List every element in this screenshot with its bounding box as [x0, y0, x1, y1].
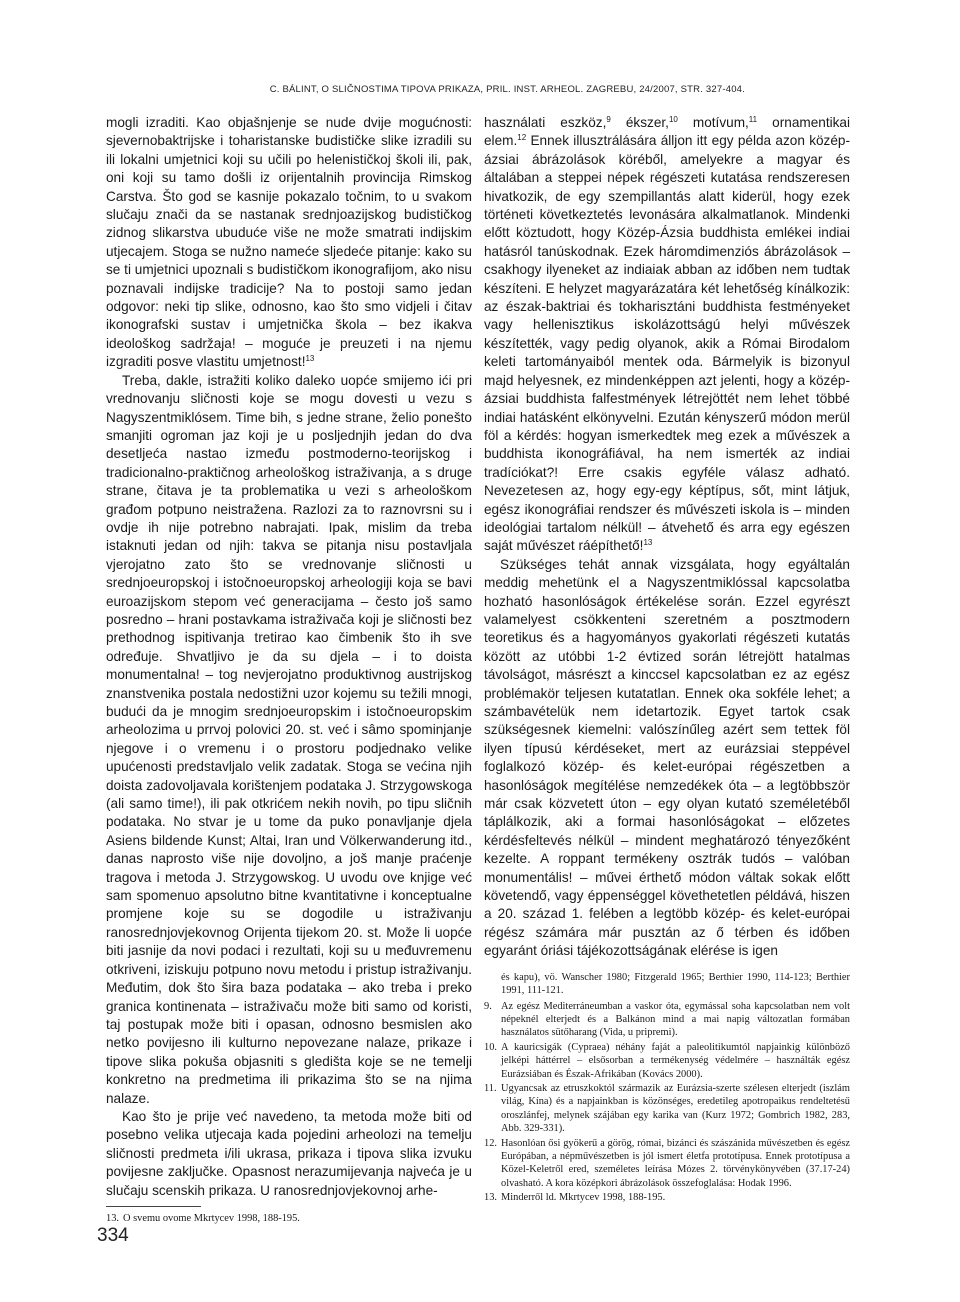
footnote-text: Hasonlóan ősi gyökerű a görög, római, bizánci és szászánida művészetben és egész Európában, a népművészetben is jól ismert életfa prototípusa. Ennek prototípusa a Közel-Keletről ered, személetes leírása Mózes 2. törvénykönyvében (37.17-24) olvasható. A kora középkori ábrázolások összefoglalása: Hodak 1996.: [501, 1137, 850, 1189]
left-footnotes: [106, 1212, 472, 1225]
text-segment: használati eszköz,: [484, 115, 607, 130]
left-paragraph-1-text: mogli izraditi. Kao objašnjenje se nude dvije mogućnosti: sjevernobaktrijske i toharistanske budističke slike izradili su ili lokalni umjetnici koji su učili po helenističkoj školi ili, pak, oni koji su tamo došli iz orijentalnih provincija Rimskog Carstva. Što god se kasnije pokazalo točnim, to u svakom slučaju znači da se nastanak srednjoazijskog budističkog zidnog slikarstva ubuduće više ne može smatrati indijskim utjecajem. Stoga se nužno nameće sljedeće pitanje: kako su se ti umjetnici upoznali s budističkom ikonografijom, ako nisu poznavali indijske tradicije? Na to postoji samo jedan odgovor: neki tip slike, odnosno, kao što smo vidjeli i čitav ikonografski sustav i umjetnička škola – bez ikakva ideološkog sadržaja! – moguće je preuzeti i na njemu izgraditi posve vlastitu umjetnost!: [106, 115, 472, 370]
footnote-text: Minderről ld. Mkrtycev 1998, 188-195.: [501, 1192, 666, 1204]
footnote: [484, 1137, 850, 1191]
right-paragraph-2: Szükséges tehát annak vizsgálata, hogy egyáltalán meddig mehetünk el a Nagyszentmiklóssal kapcsolatba hozható hasonlóságok értékelése során. Ezzel egyrészt valamelyest csökkenteni szeretném a posztmodern teoretikus és a hagyományos gyakorlati régészeti kutatás között az utóbbi 1-2 évtized során létrejött hatalmas távolságot, másrészt a kinccsel kapcsolatban ez az egész problémakör teljesen kutatatlan. Ennek oka sokféle lehet; a számbavételük nem idetartozik. Egyet tartok csak szükségesnek kiemelni: valószínűleg azért sem tettek föl ilyen típusú kérdéseket, mert az eurázsiai steppével foglalkozó közép- és kelet-európai régészetben a hasonlóságok megítélése nemzedékek óta – a legtöbbször már csak közvetett úton – egy olyan kutató személetéből táplálkozik, aki a formai hasonlóságokat – előzetes kérdésfeltevés nélkül – mindent meghatározó tényezőként kezelte. A roppant termékeny osztrák tudós – valóban monumentális! – művei érthető módon váltak sokak előtt követendő, vagy éppenséggel követhetetlen példává, hiszen a 20. század 1. felében a legtöbb közép- és kelet-európai régész számára már pusztán az ő térben és időben egyaránt óriási tájékozottságának elérése is igen: [484, 556, 850, 959]
footnote: [484, 1041, 850, 1081]
footnote-number: 12.: [484, 1137, 497, 1149]
text-segment: motívum,: [677, 115, 749, 130]
footnote-ref: 11: [748, 115, 758, 124]
footnote-ref: 10: [668, 115, 678, 124]
footnote-text: A kauricsigák (Cypraea) néhány faját a paleolitikumtól napjainkig különböző jelképi háttérrel – elsősorban a termékenység védelmére – használták egész Eurázsiában és Észak-Afrikában (Kovács 2000).: [501, 1041, 850, 1080]
left-column: [106, 114, 472, 1226]
footnote-text: Ugyancsak az etruszkoktól származik az Eurázsia-szerte szélesen elterjedt (iszlám világ, Kína) és a napjainkban is közönséges, eredetileg apotropaikus rendeltetésű oroszlánfej, melynek szájában egy karika van (Kurz 1972; Gombrich 1982, 283, Abb. 329-331).: [501, 1082, 850, 1135]
right-column: [484, 114, 850, 1206]
footnote-continuation: és kapu), vö. Wanscher 1980; Fitzgerald 1965; Berthier 1990, 114-123; Berthier 1991, 111-121.: [501, 971, 850, 997]
footnote-number: 10.: [484, 1041, 497, 1053]
right-footnotes: [484, 971, 850, 1205]
footnote-ref: 13: [643, 538, 653, 548]
footnote: [484, 1000, 850, 1040]
right-paragraph-1: [484, 114, 850, 556]
running-head: C. BÁLINT, O SLIČNOSTIMA TIPOVA PRIKAZA, PRIL. INST. ARHEOL. ZAGREBU, 24/2007, STR. 327-404.: [269, 84, 745, 95]
footnote-number: 13.: [484, 1192, 497, 1204]
footnote-number: 9.: [484, 1000, 492, 1012]
footnote: [106, 1212, 472, 1225]
footnote: [484, 1191, 850, 1204]
left-paragraph-3: Kao što je prije već navedeno, ta metoda može biti od posebno velika utjecaja kada pojedini arheolozi na temelju sličnosti predmeta i/ili ukrasa, prikaza i tipova slika izvuku povijesne zaključke. Opasnost nerazumijevanja najveća je u slučaju scenskih prikaza. U ranosrednjovjekovnoj arhe-: [106, 1108, 472, 1198]
text-segment: ornamentikai elem.: [484, 115, 850, 149]
left-paragraph-2: Treba, dakle, istražiti koliko daleko uopće smijemo ići pri vrednovanju sličnosti koje se mogu dovesti u vezu s Nagyszentmiklósem. Time bih, s jedne strane, želio ponešto smanjiti ogroman jaz koji je u posljednjih jedan do dva desetljeća nastao između postmoderno-teorijskog i tradicionalno-praktičnog arheološkog istraživanja, a s druge strane, čitava je ta problematika u vezi s arheološkom građom potpuno neistražena. Razlozi za to raznovrsni su i ovdje ih nije potrebno nabrajati. Ipak, mislim da treba istaknuti jedan od njih: takva se pitanja nisu postavljala vjerojatno zato što se vrednovanje sličnosti u srednjoeuropskoj i istočnoeuropskoj arheologiji koja se bavi euroazijskom stepom već generacijama – često još samo posredno – hrani postavkama istraživača koji je sličnosti bez prethodnog ispitivanja tretirao kao čimbenik što ih sve određuje. Shvatljivo je da su djela – i to doista monumentalna! – tog nevjerojatno produktivnog austrijskog znanstvenika postala nedostižni uzor kojemu su težili mnogi, budući da je mnogim srednjoeuropskim i istočnoeuropskim arheolozima u prrvoj polovici 20. st. već i sâmo spominjanje njegove i o vremenu i o prostoru podjednako velike upućenosti predstavljalo velik zadatak. Stoga se većina njih doista zadovoljavala korištenjem podataka J. Strzygowskoga (ali samo time!), ili pak otkrićem nekih novih, po tipu sličnih podataka. No stvar je u tome da puko ponavljanje djela Asiens bildende Kunst; Altai, Iran und Völkerwanderung itd., danas naprosto više nije dovoljno, a još manje praćenje tragova i metoda J. Strzygowskog. U uvodu ove knjige već sam spomenuo apsolutno bitne kvantitativne i konceptualne promjene koje su se dogodile u istraživanju ranosrednjovjekovnog Orijenta tijekom 20. st. Može li uopće biti jasnije da novi podaci i rezultati, koji su u međuvremenu otkriveni, iziskuju potpuno novu metodu i pristup istraživanju. Međutim, dok što šira baza podataka – ako treba i preko granica kontinenata – istraživaču može biti samo od koristi, taj postupak može biti i opasan, odnosno besmislen ako netko povijesno ili kulturno nepovezane nalaze, prikaze i tipove slika pokuša objasniti s gledišta koje se ne temelji konkretno na predmetima ili prikazima što se na njima nalaze.: [106, 372, 472, 1106]
left-paragraph-1: [106, 114, 472, 372]
footnote-number: 13.: [106, 1212, 119, 1224]
footnote-text: O svemu ovome Mkrtycev 1998, 188-195.: [123, 1212, 300, 1224]
footnote-text: Az egész Mediterráneumban a vaskor óta, egymással soha kapcsolatban nem volt népeknél elterjedt és a Balkánon mind a mai napig változatlan formában használatos sütőharang (Vida, u pripremi).: [501, 1000, 850, 1039]
page-number: 334: [97, 1225, 129, 1246]
footnote: [484, 1082, 850, 1136]
footnote-ref: 9: [606, 115, 611, 124]
footnote-ref: 13: [305, 354, 315, 364]
text-segment: ékszer,: [610, 115, 669, 130]
footnote-divider: [106, 1206, 201, 1207]
footnote-number: 11.: [484, 1082, 497, 1094]
text-segment: Ennek illusztrálására álljon itt egy példa azon közép-ázsiai ábrázolások köréből, amelyekre a magyar és általában a steppei népek régészeti kutatása rendszeresen hivatkozik, de egy szempillantás alatt kiderül, hogy ezek történeti következtetés levonására alkalmatlanok. Mindenki előtt köztudott, hogy Közép-Ázsia buddhista emlékei indiai hatásról tanúskodnak. Ezek háromdimenziós ábrázolások – csakhogy ilyeneket az indiaiak abban az időben nem tudtak készíteni. E helyzet magyarázatára két lehetőség kínálkozik: az észak-baktriai és tokharisztáni buddhista festményeket vagy hellenisztikus iskolázottságú helyi művészek készítették, vagy pedig olyanok, akik a Római Birodalom keleti tartományaiból mentek oda. Bármelyik is bizonyul majd helyesnek, ez mindenképpen azt jelenti, hogy a közép-ázsiai buddhista falfestmények létrejöttét nem lehet többé indiai hatásként elkönyvelni. Ezután kényszerű módon merül föl a kérdés: hogyan ismerkedtek meg ezek a művészek a buddhista ikonográfiával, ha nem ismerték az indiai tradíciókat?! Erre csakis egyféle válasz adható. Nevezetesen az, hogy egy-egy képtípus, sőt, mint látjuk, egész ikonográfiai rendszer és művészeti iskola is – minden ideológiai tartalom nélkül! – átvehető és arra egy egészen saját művészet ráépíthető!: [484, 133, 850, 554]
footnote-ref: 12: [517, 133, 527, 143]
